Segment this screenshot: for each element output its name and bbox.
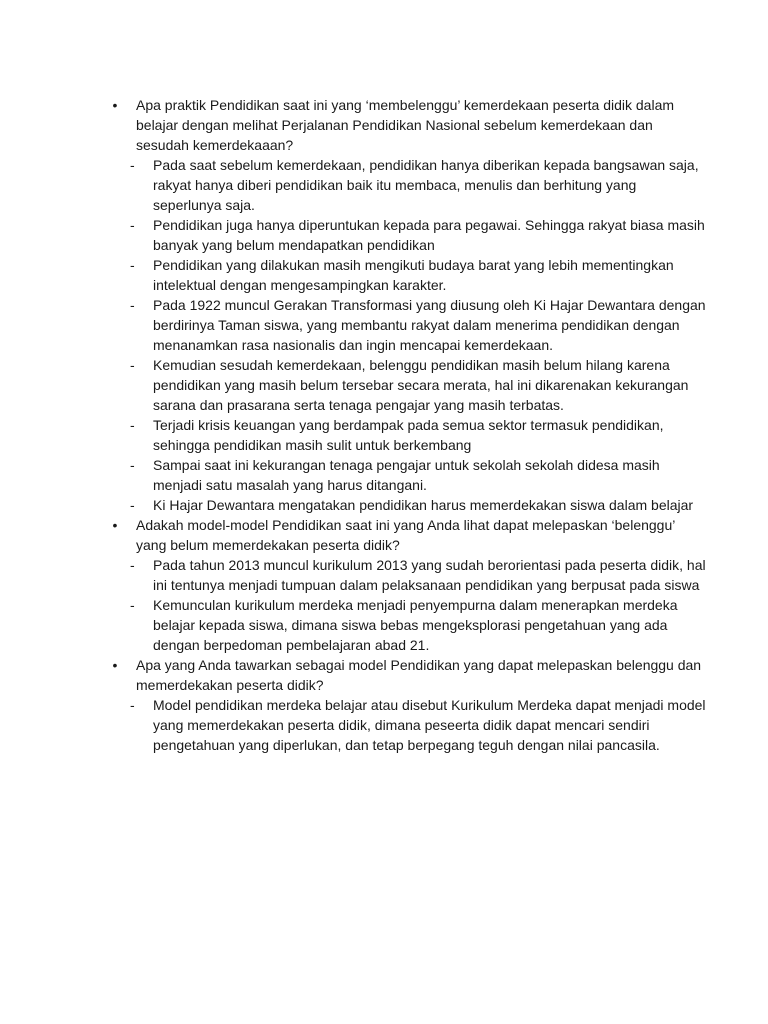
dash-icon: - [130, 297, 135, 313]
answer-list-3 [108, 695, 708, 755]
dash-icon: - [130, 217, 135, 233]
answer-list-2 [108, 555, 708, 655]
answer-item [108, 355, 708, 415]
document-body [108, 95, 708, 755]
dash-icon: - [130, 157, 135, 173]
answer-text: Pada 1922 muncul Gerakan Transformasi yang diusung oleh Ki Hajar Dewantara dengan berdirinya Taman siswa, yang membantu rakyat dalam menerima pendidikan dengan menanamkan rasa nasionalis dan ingin mencapai kemerdekaan. [153, 297, 706, 353]
answer-text: Sampai saat ini kekurangan tenaga pengajar untuk sekolah sekolah didesa masih menjadi satu masalah yang harus ditangani. [153, 457, 660, 493]
bullet-icon: • [112, 97, 118, 113]
answer-text: Pendidikan yang dilakukan masih mengikuti budaya barat yang lebih mementingkan intelektual dengan mengesampingkan karakter. [153, 257, 674, 293]
dash-icon: - [130, 457, 135, 473]
dash-icon: - [130, 697, 135, 713]
question-item-2 [108, 515, 708, 555]
dash-icon: - [130, 257, 135, 273]
dash-icon: - [130, 597, 135, 613]
answer-item [108, 415, 708, 455]
answer-item [108, 495, 708, 515]
dash-icon: - [130, 357, 135, 373]
question-item-1 [108, 95, 708, 155]
answer-item [108, 595, 708, 655]
bullet-icon: • [112, 657, 118, 673]
dash-icon: - [130, 557, 135, 573]
answer-text: Kemudian sesudah kemerdekaan, belenggu pendidikan masih belum hilang karena pendidikan yang masih belum tersebar secara merata, hal ini dikarenakan kekurangan sarana dan prasarana serta tenaga pengajar yang masih terbatas. [153, 357, 689, 413]
question-item-3 [108, 655, 708, 695]
answer-text: Pendidikan juga hanya diperuntukan kepada para pegawai. Sehingga rakyat biasa masih banyak yang belum mendapatkan pendidikan [153, 217, 705, 253]
answer-text: Pada saat sebelum kemerdekaan, pendidikan hanya diberikan kepada bangsawan saja, rakyat hanya diberi pendidikan baik itu membaca, menulis dan berhitung yang seperlunya saja. [153, 157, 699, 213]
question-text: Adakah model-model Pendidikan saat ini yang Anda lihat dapat melepaskan ‘belenggu’ yang belum memerdekakan peserta didik? [136, 517, 675, 553]
answer-item [108, 155, 708, 215]
answer-item [108, 695, 708, 755]
bullet-icon: • [112, 517, 118, 533]
dash-icon: - [130, 417, 135, 433]
answer-item [108, 295, 708, 355]
answer-list-1 [108, 155, 708, 515]
question-text: Apa praktik Pendidikan saat ini yang ‘membelenggu’ kemerdekaan peserta didik dalam belajar dengan melihat Perjalanan Pendidikan Nasional sebelum kemerdekaan dan sesudah kemerdekaaan? [136, 97, 675, 153]
answer-item [108, 555, 708, 595]
question-text: Apa yang Anda tawarkan sebagai model Pendidikan yang dapat melepaskan belenggu dan memerdekakan peserta didik? [136, 657, 702, 693]
dash-icon: - [130, 497, 135, 513]
answer-item [108, 215, 708, 255]
answer-item [108, 255, 708, 295]
answer-text: Ki Hajar Dewantara mengatakan pendidikan harus memerdekakan siswa dalam belajar [153, 497, 694, 513]
answer-text: Terjadi krisis keuangan yang berdampak pada semua sektor termasuk pendidikan, sehingga pendidikan masih sulit untuk berkembang [153, 417, 664, 453]
answer-text: Pada tahun 2013 muncul kurikulum 2013 yang sudah berorientasi pada peserta didik, hal ini tentunya menjadi tumpuan dalam pelaksanaan pendidikan yang berpusat pada siswa [153, 557, 706, 593]
answer-item [108, 455, 708, 495]
answer-text: Model pendidikan merdeka belajar atau disebut Kurikulum Merdeka dapat menjadi model yang memerdekakan peserta didik, dimana peseerta didik dapat mencari sendiri pengetahuan yang diperlukan, dan tetap berpegang teguh dengan nilai pancasila. [153, 697, 706, 753]
answer-text: Kemunculan kurikulum merdeka menjadi penyempurna dalam menerapkan merdeka belajar kepada siswa, dimana siswa bebas mengeksplorasi pengetahuan yang ada dengan berpedoman pembelajaran abad 21. [153, 597, 678, 653]
